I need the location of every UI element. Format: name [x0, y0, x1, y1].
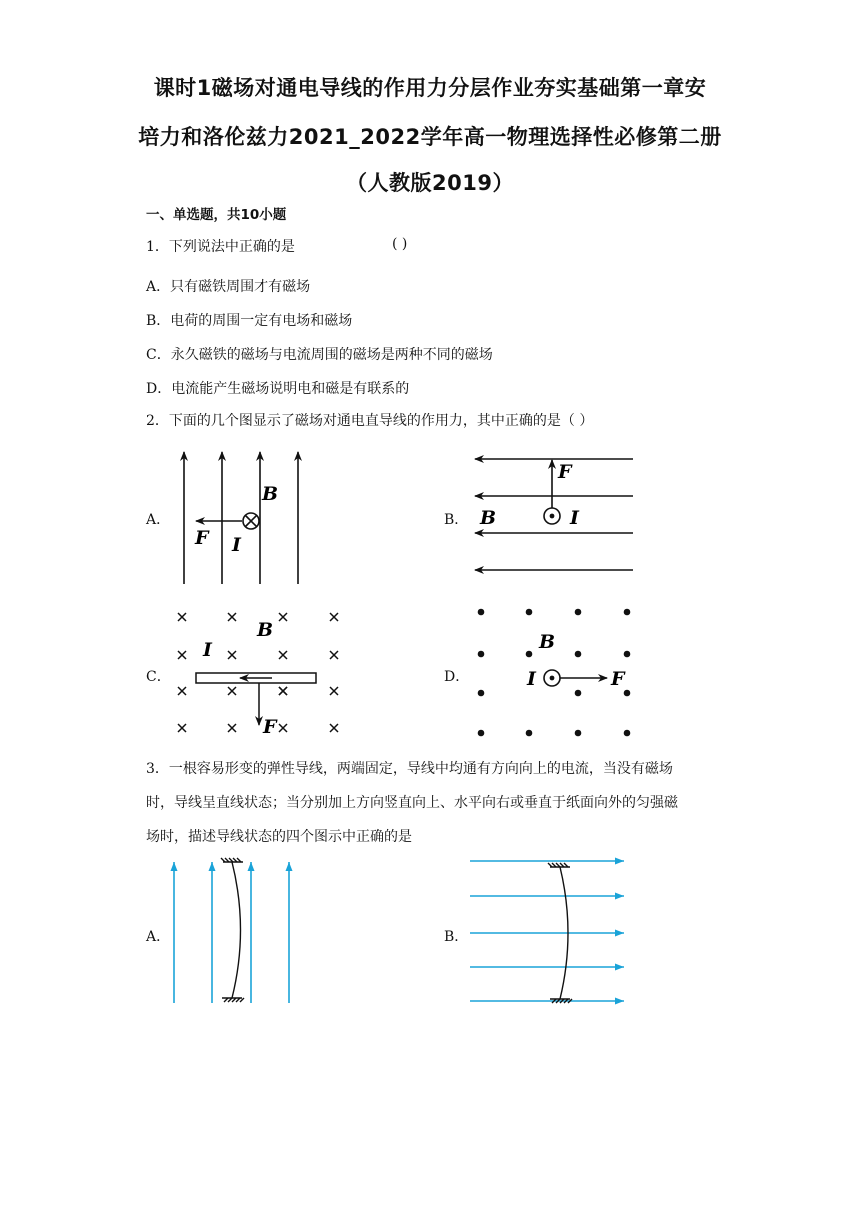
- question-3-stem: [146, 752, 726, 854]
- figure-3a: [165, 858, 305, 1006]
- page-title-line-1: 课时1磁场对通电导线的作用力分层作业夯实基础第一章安: [153, 76, 707, 100]
- page-title-line-2: 培力和洛伦兹力2021_2022学年高一物理选择性必修第二册: [138, 125, 722, 149]
- figure-2d: [470, 600, 640, 740]
- question-2-option-c-label: C．: [146, 669, 171, 685]
- question-2-option-d-label: D．: [444, 669, 470, 685]
- figure-2b-i-label: I: [570, 507, 579, 529]
- figure-2c-b-label: B: [257, 619, 274, 641]
- figure-2c: [170, 605, 350, 740]
- question-2-stem: 2．下面的几个图显示了磁场对通电直导线的作用力，其中正确的是（ ）: [146, 413, 594, 429]
- figure-2d-f-label: F: [611, 668, 625, 690]
- figure-2b-b-label: B: [480, 507, 497, 529]
- figure-2a-b-label: B: [262, 483, 279, 505]
- figure-2c-f-label: F: [263, 716, 277, 738]
- question-3-stem-line-2: 时，导线呈直线状态；当分别加上方向竖直向上、水平向右或垂直于纸面向外的匀强磁: [146, 795, 678, 811]
- figure-2c-i-label: I: [203, 639, 212, 661]
- question-3-option-a-label: A．: [146, 929, 171, 945]
- question-3-option-b-label: B．: [444, 929, 469, 945]
- question-2-option-a-label: A．: [146, 512, 171, 528]
- figure-2a: [170, 448, 310, 588]
- question-1-option-a: A．只有磁铁周围才有磁场: [146, 279, 311, 295]
- figure-3b: [468, 853, 633, 1008]
- question-3-stem-line-3: 场时，描述导线状态的四个图示中正确的是: [146, 829, 412, 845]
- page-title-line-3: （人教版2019）: [346, 171, 514, 195]
- question-1-blank: ( ): [392, 236, 408, 252]
- question-1-option-b: B．电荷的周围一定有电场和磁场: [146, 313, 353, 329]
- question-1-stem: 1．下列说法中正确的是: [146, 239, 295, 255]
- figure-2d-b-label: B: [539, 631, 556, 653]
- figure-2a-f-label: F: [195, 527, 209, 549]
- question-3-stem-line-1: 3．一根容易形变的弹性导线，两端固定，导线中均通有方向向上的电流，当没有磁场: [146, 761, 673, 777]
- figure-2a-i-label: I: [232, 534, 241, 556]
- figure-2d-i-label: I: [527, 668, 536, 690]
- question-1-option-c: C．永久磁铁的磁场与电流周围的磁场是两种不同的磁场: [146, 347, 493, 363]
- figure-2b: [470, 448, 640, 578]
- section-heading: 一、单选题，共10小题: [146, 207, 287, 223]
- figure-2b-f-label: F: [558, 461, 572, 483]
- question-1-option-d: D．电流能产生磁场说明电和磁是有联系的: [146, 381, 410, 397]
- question-2-option-b-label: B．: [444, 512, 469, 528]
